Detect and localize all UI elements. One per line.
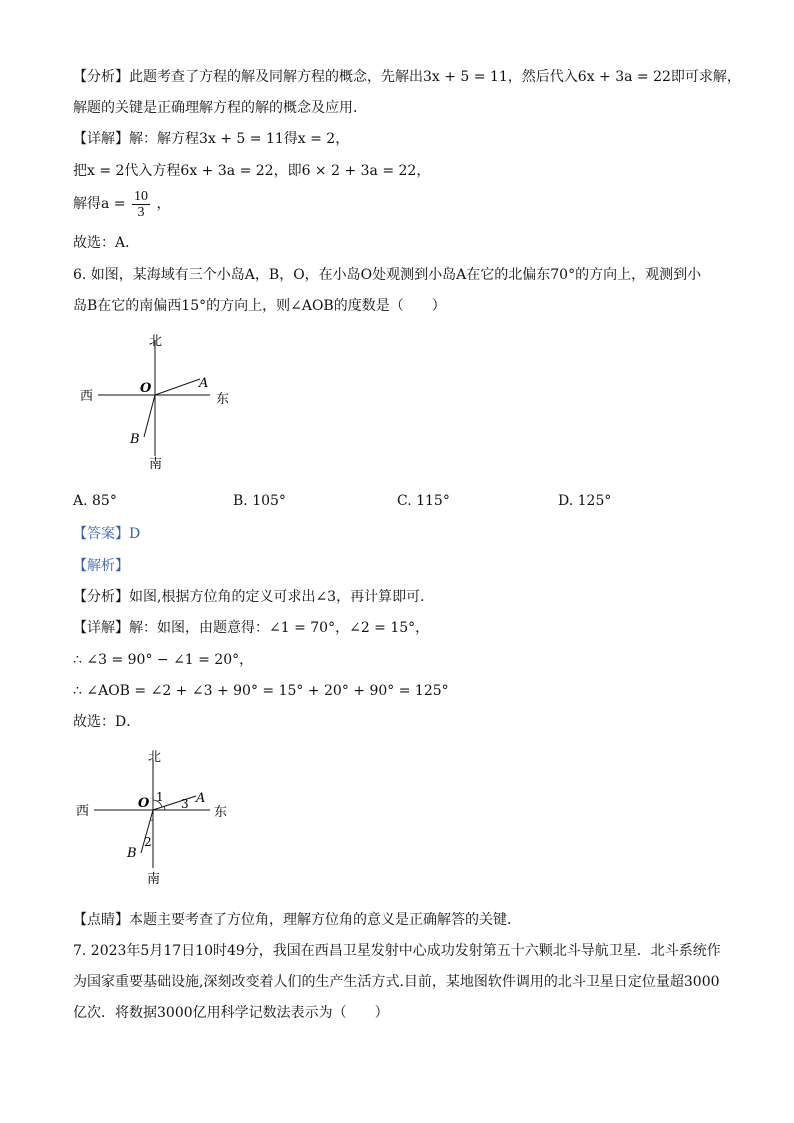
compass-figure-1 <box>70 328 250 478</box>
q6-detail-line-1: 【详解】解：如图，由题意得：∠1 = 70°，∠2 = 15°， <box>73 620 430 636</box>
question-6-line-1: 6. 如图，某海域有三个小岛A，B，O，在小岛O处观测到小岛A在它的北偏东70°的方向上，观测到小 <box>73 267 702 283</box>
fig2-angle-1-label: 1 <box>156 790 164 804</box>
question-7-line-3: 亿次．将数据3000亿用科学记数法表示为（ ） <box>73 1005 389 1021</box>
fig2-west-label: 西 <box>76 804 90 819</box>
analysis-line-2: 解题的关键是正确理解方程的解的概念及应用． <box>73 100 367 116</box>
option-b: B. 105° <box>233 493 286 509</box>
fig2-north-label: 北 <box>148 750 162 765</box>
fig1-west-label: 西 <box>80 389 94 404</box>
fig1-o-label: O <box>140 381 152 396</box>
key-point-line: 【点睛】本题主要考查了方位角，理解方位角的意义是正确解答的关键． <box>73 912 521 928</box>
explanation-label: 【解析】 <box>73 558 129 574</box>
fig2-b-label: B <box>127 846 137 861</box>
answer-label: 【答案】D <box>73 526 141 542</box>
detail-line-1: 【详解】解：解方程3x + 5 = 11得x = 2， <box>73 131 350 147</box>
fig1-north-label: 北 <box>149 334 163 349</box>
detail-line-2: 把x = 2代入方程6x + 3a = 22，即6 × 2 + 3a = 22， <box>73 163 431 179</box>
solve-a-line <box>73 187 170 221</box>
option-d: D. 125° <box>558 493 612 509</box>
question-7-line-1: 7. 2023年5月17日10时49分，我国在西昌卫星发射中心成功发射第五十六颗北斗导航卫星．北斗系统作 <box>73 943 721 959</box>
fig2-south-label: 南 <box>147 872 161 887</box>
question-6-line-2: 岛B在它的南偏西15°的方向上，则∠AOB的度数是（ ） <box>73 298 446 314</box>
analysis-line-1: 【分析】此题考查了方程的解及同解方程的概念，先解出3x + 5 = 11，然后代入6x + 3a = 22即可求解， <box>73 69 741 85</box>
fraction-10-3 <box>132 189 150 220</box>
question-7-line-2: 为国家重要基础设施,深刻改变着人们的生产生活方式.目前，某地图软件调用的北斗卫星日定位量超3000 <box>73 974 720 990</box>
fig2-angle-3-label: 3 <box>181 797 189 811</box>
q6-analysis-line: 【分析】如图,根据方位角的定义可求出∠3，再计算即可． <box>73 589 435 605</box>
fraction-numerator: 10 <box>133 188 148 204</box>
fig2-angle-2-label: 2 <box>144 835 152 849</box>
q6-choice-line: 故选：D． <box>73 714 141 730</box>
choice-line-5: 故选：A． <box>73 235 140 251</box>
fig2-east-label: 东 <box>214 805 228 820</box>
fig2-o-label: O <box>138 796 150 811</box>
compass-figure-2 <box>70 740 250 890</box>
fig1-b-label: B <box>130 432 140 447</box>
fraction-denominator: 3 <box>137 204 145 220</box>
option-c: C. 115° <box>397 493 450 509</box>
q6-detail-line-2: ∴ ∠3 = 90° − ∠1 = 20°， <box>73 652 254 668</box>
option-a: A. 85° <box>73 493 117 509</box>
fig1-south-label: 南 <box>149 457 163 472</box>
solve-a-suffix: ， <box>156 196 171 212</box>
fig2-a-label: A <box>196 791 206 806</box>
fig1-a-label: A <box>199 376 209 391</box>
fig1-east-label: 东 <box>216 392 230 407</box>
q6-detail-line-3: ∴ ∠AOB = ∠2 + ∠3 + 90° = 15° + 20° + 90° = 125° <box>73 683 449 699</box>
solve-a-prefix: 解得a = <box>73 196 126 212</box>
